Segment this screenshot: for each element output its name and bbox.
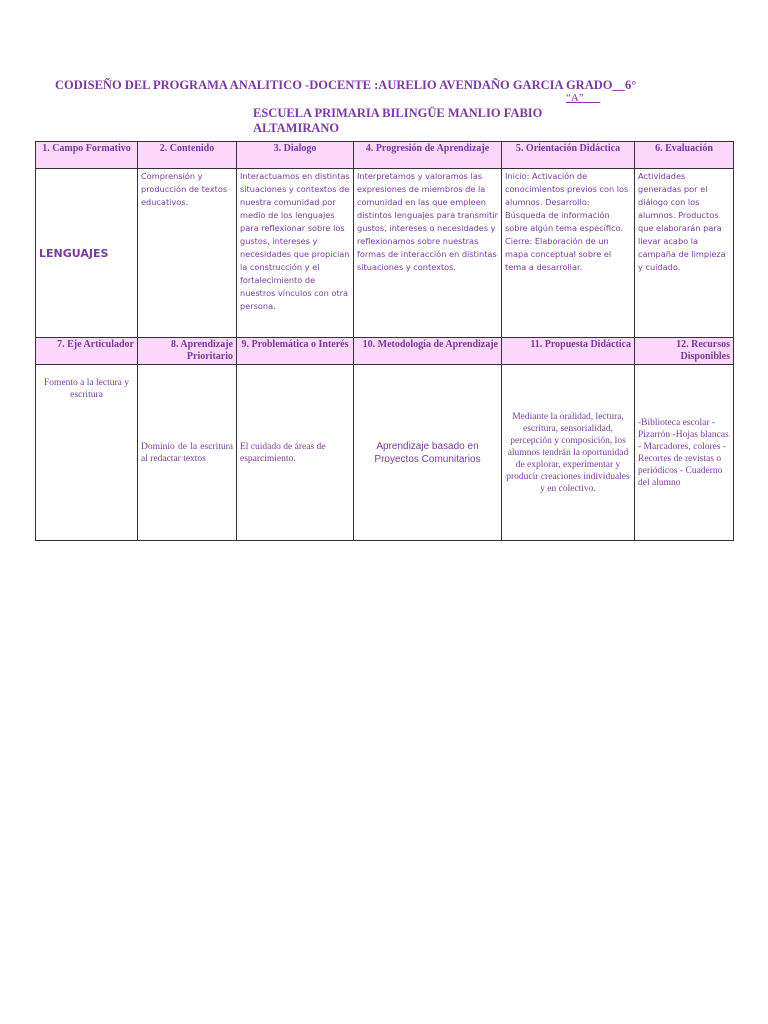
evaluacion: Actividades generadas por el diálogo con los alumnos. Productos que elaborarán para llevar acabo la campaña de limpieza y cuidado. (635, 169, 734, 338)
header-cell: 8. Aprendizaje Prioritario (138, 338, 237, 365)
header-cell: 12. Recursos Disponibles (635, 338, 734, 365)
header-cell: 5. Orientación Didáctica (502, 142, 635, 169)
header-row-1 (36, 142, 734, 169)
orientacion: Inicio: Activación de conocimientos previos con los alumnos. Desarrollo: Búsqueda de información sobre algún tema específico. Cierre: Elaboración de un mapa conceptual sobre el tema a desarrollar. (502, 169, 635, 338)
header-cell: 7. Eje Articulador (36, 338, 138, 365)
campo-formativo: LENGUAJES (36, 169, 138, 338)
metodologia: Aprendizaje basado en Proyectos Comunitarios (354, 365, 502, 541)
propuesta-didactica: Mediante la oralidad, lectura, escritura, sensorialidad, percepción y composición, los alumnos tendrán la oportunidad de explorar, experimentar y producir creaciones individuales y en colectivo. (502, 365, 635, 541)
program-table (35, 141, 734, 541)
contenido: Comprensión y producción de textos educativos. (138, 169, 237, 338)
header-cell: 2. Contenido (138, 142, 237, 169)
header-cell: 4. Progresión de Aprendizaje (354, 142, 502, 169)
header-cell: 11. Propuesta Didáctica (502, 338, 635, 365)
school-name: ESCUELA PRIMARIA BILINGÜE MANLIO FABIO ALTAMIRANO (253, 106, 543, 135)
table-row (36, 169, 734, 338)
header-cell: 10. Metodología de Aprendizaje (354, 338, 502, 365)
header-row-2 (36, 338, 734, 365)
problematica: El cuidado de áreas de esparcimiento. (237, 365, 354, 541)
progresion: Interpretamos y valoramos las expresiones de miembros de la comunidad en las que empleen distintos lenguajes para transmitir gustos, intereses o necesidades y reflexionamos sobre nuestras formas de interacción en distintas situaciones y contextos. (354, 169, 502, 338)
aprendizaje-prioritario: Dominio de la escritura al redactar textos (138, 365, 237, 541)
table-row (36, 365, 734, 541)
group-label: “A”___ (566, 92, 601, 104)
header-cell: 9. Problemática o Interés (237, 338, 354, 365)
recursos: -Biblioteca escolar -Pizarrón -Hojas blancas - Marcadores, colores -Recortes de revistas o periódicos - Cuaderno del alumno (635, 365, 734, 541)
header-cell: 6. Evaluación (635, 142, 734, 169)
header-cell: 1. Campo Formativo (36, 142, 138, 169)
header-cell: 3. Dialogo (237, 142, 354, 169)
dialogo: Interactuamos en distintas situaciones y contextos de nuestra comunidad por medio de los lenguajes para reflexionar sobre los gustos, intereses y necesidades que propician la construcción y el fortalecimiento de nuestros vínculos con otra persona. (237, 169, 354, 338)
eje-articulador: Fomento a la lectura y escritura (36, 365, 138, 541)
document-title: CODISEÑO DEL PROGRAMA ANALITICO -DOCENTE :AURELIO AVENDAÑO GARCIA GRADO__6° (55, 78, 637, 92)
